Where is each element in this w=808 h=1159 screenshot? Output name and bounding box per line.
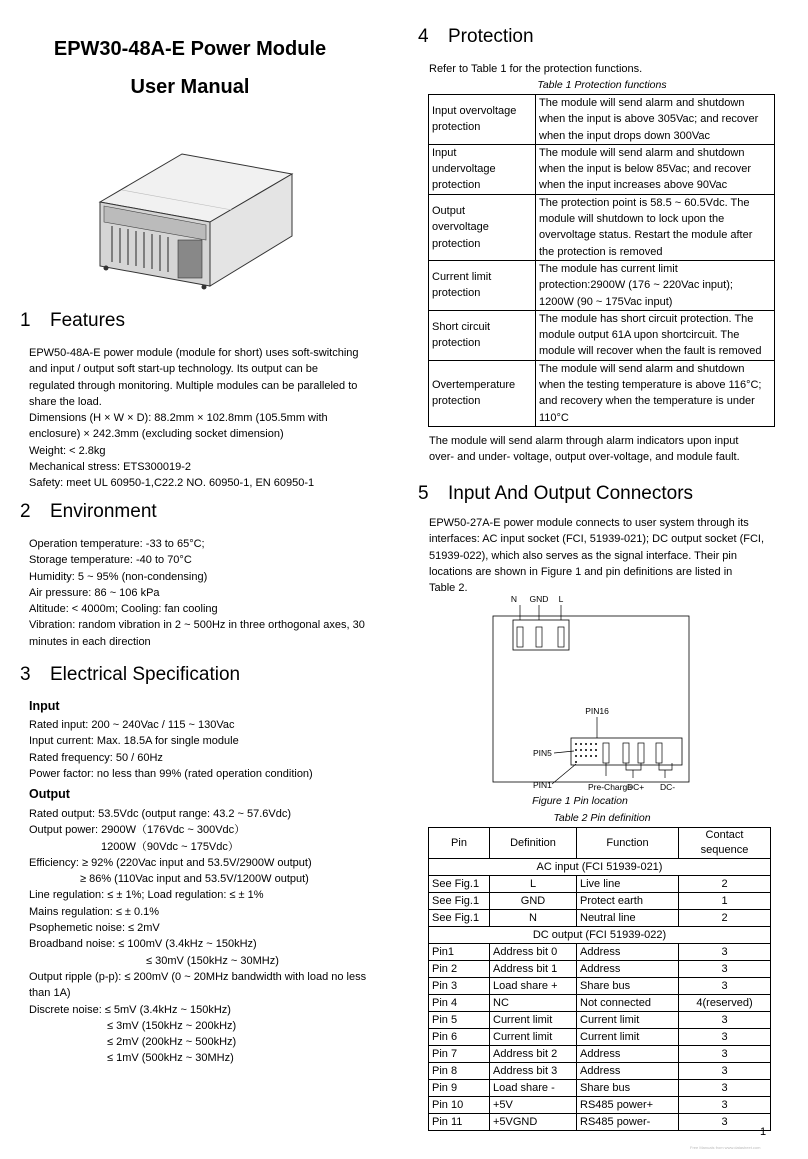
table-cell: +5VGND bbox=[490, 1114, 577, 1131]
text-line: EPW50-48A-E power module (module for short) uses soft-switching bbox=[29, 347, 359, 359]
table-cell: L bbox=[490, 876, 577, 893]
table-cell: Pin1 bbox=[429, 944, 490, 961]
text-line: Rated output: 53.5Vdc (output range: 43.2 ~ 57.6Vdc) bbox=[29, 808, 292, 820]
module-outline bbox=[493, 616, 689, 782]
table-cell: Pin 9 bbox=[429, 1080, 490, 1097]
label-n: N bbox=[510, 594, 518, 604]
table-cell: Address bit 3 bbox=[490, 1063, 577, 1080]
pin-definition-table bbox=[428, 827, 771, 1131]
text-line: Table 2. bbox=[429, 582, 468, 595]
table-cell: Not connected bbox=[577, 995, 679, 1012]
table-row bbox=[429, 260, 775, 310]
text-line: Operation temperature: -33 to 65°C; bbox=[29, 538, 205, 550]
table-cell: See Fig.1 bbox=[429, 876, 490, 893]
table-cell: Pin 7 bbox=[429, 1046, 490, 1063]
table-row bbox=[429, 144, 775, 194]
text-line: EPW50-27A-E power module connects to user system through its bbox=[429, 517, 749, 529]
section-3-heading bbox=[20, 664, 240, 686]
section-title: Environment bbox=[50, 501, 157, 522]
section-title: Electrical Specification bbox=[50, 664, 241, 685]
text-line: Rated input: 200 ~ 240Vac / 115 ~ 130Vac bbox=[29, 719, 235, 731]
table-cell: Current limit protection bbox=[429, 260, 536, 310]
table-cell: Short circuit protection bbox=[429, 310, 536, 360]
label-pin1: PIN1 bbox=[533, 780, 552, 790]
table-cell: Address bit 1 bbox=[490, 961, 577, 978]
text-line: Dimensions (H × W × D): 88.2mm × 102.8mm (105.5mm with bbox=[29, 412, 328, 425]
table-row bbox=[429, 1029, 771, 1046]
text-line: locations are shown in Figure 1 and pin definitions are listed in bbox=[429, 565, 733, 578]
table-cell: Current limit bbox=[490, 1012, 577, 1029]
text-line: The module will send alarm through alarm indicators upon input bbox=[429, 435, 739, 447]
section-2-heading bbox=[20, 501, 157, 523]
table-cell: GND bbox=[490, 893, 577, 910]
table-row bbox=[429, 995, 771, 1012]
text-line: Efficiency: ≥ 92% (220Vac input and 53.5V/2900W output) bbox=[29, 856, 312, 869]
table-cell: Live line bbox=[577, 876, 679, 893]
label-precharge: Pre-Charge bbox=[588, 782, 632, 792]
table-cell: Share bus bbox=[577, 1080, 679, 1097]
table-header-row bbox=[429, 828, 771, 859]
output-subheading: Output bbox=[29, 787, 70, 801]
text-line: ≤ 30mV (150kHz ~ 30MHz) bbox=[146, 954, 279, 967]
text-line: regulated through monitoring. Multiple modules can be paralleled to bbox=[29, 379, 358, 392]
text-line: Power factor: no less than 99% (rated operation condition) bbox=[29, 767, 313, 780]
text-line: ≤ 2mV (200kHz ~ 500kHz) bbox=[107, 1036, 237, 1049]
table-cell: NC bbox=[490, 995, 577, 1012]
table-cell: Load share + bbox=[490, 978, 577, 995]
figure1-caption: Figure 1 Pin location bbox=[532, 795, 628, 807]
table-row bbox=[429, 1097, 771, 1114]
text-line: Altitude: < 4000m; Cooling: fan cooling bbox=[29, 603, 218, 616]
text-line: enclosure) × 242.3mm (excluding socket dimension) bbox=[29, 428, 284, 441]
section-number: 1 bbox=[20, 310, 31, 331]
table-cell: Address bbox=[577, 1046, 679, 1063]
table-cell: 3 bbox=[679, 1114, 771, 1131]
table-cell: 3 bbox=[679, 1063, 771, 1080]
text-line: Mains regulation: ≤ ± 0.1% bbox=[29, 905, 160, 918]
table-cell: Overtemperature protection bbox=[429, 360, 536, 426]
section-title: Input And Output Connectors bbox=[448, 483, 694, 504]
table-cell: 2 bbox=[679, 876, 771, 893]
table-cell: Load share - bbox=[490, 1080, 577, 1097]
table-cell: Output overvoltage protection bbox=[429, 194, 536, 260]
table-cell: 3 bbox=[679, 1080, 771, 1097]
table-row bbox=[429, 893, 771, 910]
table-cell: 3 bbox=[679, 1097, 771, 1114]
section-number: 5 bbox=[418, 483, 429, 504]
label-l: L bbox=[558, 594, 564, 604]
label-gnd: GND bbox=[529, 594, 549, 604]
table-cell: The module will send alarm and shutdown when the testing temperature is above 116°C; and recovery when the temperature is under 110°C bbox=[536, 360, 775, 426]
text-line: Input current: Max. 18.5A for single module bbox=[29, 735, 239, 748]
table-cell: Neutral line bbox=[577, 910, 679, 927]
text-line: Output ripple (p-p): ≤ 200mV (0 ~ 20MHz bandwidth with load no less bbox=[29, 970, 367, 983]
table-cell: Pin 4 bbox=[429, 995, 490, 1012]
text-line: Mechanical stress: ETS300019-2 bbox=[29, 461, 192, 474]
features-text bbox=[29, 345, 379, 492]
section-title: Protection bbox=[448, 26, 534, 47]
text-line: Air pressure: 86 ~ 106 kPa bbox=[29, 586, 160, 599]
table-row bbox=[429, 194, 775, 260]
input-subheading: Input bbox=[29, 699, 60, 713]
table-row bbox=[429, 961, 771, 978]
table-cell: Pin 10 bbox=[429, 1097, 490, 1114]
table-cell: Current limit bbox=[577, 1029, 679, 1046]
output-spec-text bbox=[29, 806, 379, 1067]
section-title: Features bbox=[50, 310, 125, 331]
table-cell: The module will send alarm and shutdown when the input is below 85Vac; and recover when the input increases above 90Vac bbox=[536, 144, 775, 194]
table-cell: 3 bbox=[679, 944, 771, 961]
table-cell: The module has short circuit protection. The module output 61A upon shortcircuit. The module will recover when the fault is removed bbox=[536, 310, 775, 360]
table-cell: 3 bbox=[679, 961, 771, 978]
text-line: 51939-022), which also serves as the signal interface. Their pin bbox=[429, 549, 737, 562]
text-line: and input / output soft start-up technology. Its output can be bbox=[29, 363, 319, 376]
dc-socket bbox=[571, 738, 682, 765]
text-line: than 1A) bbox=[29, 987, 71, 1000]
table-cell: Pin 5 bbox=[429, 1012, 490, 1029]
text-line: Discrete noise: ≤ 5mV (3.4kHz ~ 150kHz) bbox=[29, 1003, 231, 1016]
column-header: Contact sequence bbox=[679, 828, 771, 859]
text-line: minutes in each direction bbox=[29, 635, 151, 648]
table-row bbox=[429, 1063, 771, 1080]
table-cell: Pin 8 bbox=[429, 1063, 490, 1080]
table-cell: Share bus bbox=[577, 978, 679, 995]
text-line: Line regulation: ≤ ± 1%; Load regulation: ≤ ± 1% bbox=[29, 889, 264, 902]
page-number: 1 bbox=[760, 1126, 767, 1138]
input-spec-text bbox=[29, 717, 379, 782]
signal-pins bbox=[575, 743, 597, 763]
text-line: Psophemetic noise: ≤ 2mV bbox=[29, 922, 160, 935]
table-cell: Pin 3 bbox=[429, 978, 490, 995]
power-module-image bbox=[92, 140, 302, 290]
table-cell: See Fig.1 bbox=[429, 893, 490, 910]
table-cell: 3 bbox=[679, 978, 771, 995]
table-cell: 3 bbox=[679, 1029, 771, 1046]
label-dcminus: DC- bbox=[660, 782, 676, 792]
text-line: Broadband noise: ≤ 100mV (3.4kHz ~ 150kHz) bbox=[29, 938, 257, 951]
table-cell: RS485 power- bbox=[577, 1114, 679, 1131]
table-cell: Input undervoltage protection bbox=[429, 144, 536, 194]
table-cell: 2 bbox=[679, 910, 771, 927]
section-number: 4 bbox=[418, 26, 429, 47]
table-group-row bbox=[429, 859, 771, 876]
table-cell: The module has current limit protection:2900W (176 ~ 220Vac input); 1200W (90 ~ 175Vac input) bbox=[536, 260, 775, 310]
protection-table bbox=[428, 94, 775, 427]
table-row bbox=[429, 876, 771, 893]
section-number: 2 bbox=[20, 501, 31, 522]
table-row bbox=[429, 1114, 771, 1131]
text-line: interfaces: AC input socket (FCI, 51939-021); DC output socket (FCI, bbox=[429, 533, 765, 546]
table-cell: The protection point is 58.5 ~ 60.5Vdc. The module will shutdown to lock upon the overvoltage status. Restart the module after the protection is removed bbox=[536, 194, 775, 260]
column-header: Definition bbox=[490, 828, 577, 859]
table-cell: Input overvoltage protection bbox=[429, 95, 536, 145]
table-cell: Address bbox=[577, 944, 679, 961]
table-cell: 3 bbox=[679, 1046, 771, 1063]
group-title: DC output (FCI 51939-022) bbox=[429, 927, 771, 944]
group-title: AC input (FCI 51939-021) bbox=[429, 859, 771, 876]
section-4-heading bbox=[418, 26, 534, 48]
text-line: Weight: < 2.8kg bbox=[29, 444, 106, 457]
text-line: 1200W（90Vdc ~ 175Vdc） bbox=[101, 840, 239, 853]
pin-location-diagram bbox=[490, 592, 720, 802]
environment-text bbox=[29, 536, 379, 650]
section-5-heading bbox=[418, 483, 693, 505]
text-line: Storage temperature: -40 to 70°C bbox=[29, 554, 192, 567]
table1-caption: Table 1 Protection functions bbox=[537, 79, 667, 91]
table-cell: Address bbox=[577, 1063, 679, 1080]
table-cell: Pin 6 bbox=[429, 1029, 490, 1046]
text-line: Vibration: random vibration in 2 ~ 500Hz in three orthogonal axes, 30 bbox=[29, 619, 365, 632]
column-header: Pin bbox=[429, 828, 490, 859]
label-pin5: PIN5 bbox=[533, 748, 552, 758]
table-cell: 1 bbox=[679, 893, 771, 910]
text-line: ≥ 86% (110Vac input and 53.5V/1200W output) bbox=[80, 873, 309, 886]
table-cell: Pin 2 bbox=[429, 961, 490, 978]
footer-watermark: Free Manuals from www.datasheet.com bbox=[690, 1145, 761, 1150]
table-cell: Address bbox=[577, 961, 679, 978]
table-row bbox=[429, 95, 775, 145]
table-row bbox=[429, 360, 775, 426]
connectors-text bbox=[429, 515, 779, 596]
table-cell: Pin 11 bbox=[429, 1114, 490, 1131]
table-cell: 4(reserved) bbox=[679, 995, 771, 1012]
table-cell: +5V bbox=[490, 1097, 577, 1114]
text-line: ≤ 3mV (150kHz ~ 200kHz) bbox=[107, 1019, 237, 1032]
table-row bbox=[429, 310, 775, 360]
table-row bbox=[429, 1046, 771, 1063]
label-dcplus: DC+ bbox=[627, 782, 645, 792]
text-line: Rated frequency: 50 / 60Hz bbox=[29, 751, 163, 764]
protection-note bbox=[429, 433, 779, 466]
text-line: over- and under- voltage, output over-voltage, and module fault. bbox=[429, 451, 740, 464]
section-number: 3 bbox=[20, 664, 31, 685]
table-cell: 3 bbox=[679, 1012, 771, 1029]
text-line: ≤ 1mV (500kHz ~ 30MHz) bbox=[107, 1052, 234, 1065]
text-line: Safety: meet UL 60950-1,C22.2 NO. 60950-1, EN 60950-1 bbox=[29, 477, 315, 490]
label-pin16: PIN16 bbox=[585, 706, 609, 716]
table-cell: Address bit 2 bbox=[490, 1046, 577, 1063]
text-line: Output power: 2900W（176Vdc ~ 300Vdc） bbox=[29, 824, 246, 837]
table-cell: See Fig.1 bbox=[429, 910, 490, 927]
doc-title-line1: EPW30-48A-E Power Module bbox=[53, 38, 327, 60]
table-row bbox=[429, 944, 771, 961]
section-1-heading bbox=[20, 310, 125, 332]
doc-title-line2: User Manual bbox=[130, 76, 250, 98]
table-row bbox=[429, 978, 771, 995]
table-cell: N bbox=[490, 910, 577, 927]
table-cell: Address bit 0 bbox=[490, 944, 577, 961]
table-row bbox=[429, 1080, 771, 1097]
table-group-row bbox=[429, 927, 771, 944]
text-line: share the load. bbox=[29, 395, 102, 408]
protection-intro: Refer to Table 1 for the protection functions. bbox=[429, 63, 643, 75]
table-row bbox=[429, 910, 771, 927]
table2-caption: Table 2 Pin definition bbox=[553, 812, 651, 824]
table-cell: Current limit bbox=[577, 1012, 679, 1029]
table-row bbox=[429, 1012, 771, 1029]
ac-socket bbox=[513, 620, 569, 650]
table-cell: The module will send alarm and shutdown when the input is above 305Vac; and recover when the input drops down 300Vac bbox=[536, 95, 775, 145]
column-header: Function bbox=[577, 828, 679, 859]
table-cell: RS485 power+ bbox=[577, 1097, 679, 1114]
table-cell: Protect earth bbox=[577, 893, 679, 910]
text-line: Humidity: 5 ~ 95% (non-condensing) bbox=[29, 570, 208, 583]
table-cell: Current limit bbox=[490, 1029, 577, 1046]
